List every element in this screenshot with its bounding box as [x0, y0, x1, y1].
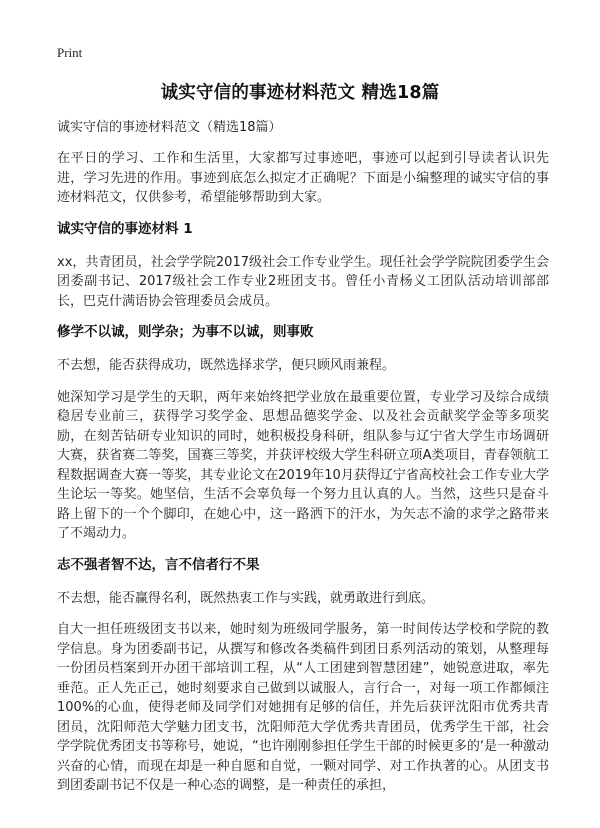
section-heading: 诚实守信的事迹材料 1 — [57, 220, 193, 237]
article-subtitle: 诚实守信的事迹材料范文（精选18篇） — [57, 120, 282, 135]
subsection-heading-study: 修学不以诚，则学杂；为事不以诚，则事败 — [57, 324, 314, 340]
article-body — [57, 119, 549, 808]
subsection-heading-work: 志不强者智不达，言不信者行不果 — [57, 556, 260, 573]
work-lead-paragraph: 不去想，能否赢得名利，既然热衷工作与实践，就勇敢进行到底。 — [57, 590, 435, 606]
bio-paragraph: xx，共青团员，社会学学院2017级社会工作专业学生。现任社会学学院院团委学生会团委副书记、2017级社会工作专业2班团支书。曾任小青杨义工团队活动培训部部长，巴克什满语协会管理委员会成员。 — [57, 254, 549, 309]
work-body-paragraph: 自大一担任班级团支书以来，她时刻为班级同学服务，第一时间传达学校和学院的教学信息。身为团委副书记，从撰写和修改各类稿件到团日系列活动的策划，从整理每一份团员档案到开办团干部培训工程，从“人工团建到智慧团建”，她锐意进取，率先垂范。正人先正己，她时刻要求自己做到以诚服人，言行合一，对每一项工作都倾注100%的心血，使得老师及同学们对她拥有足够的信任，并先后获评沈阳市优秀共青团员，沈阳师范大学魅力团支书，沈阳师范大学优秀共青团员，优秀学生干部，社会学学院优秀团支书等称号，她说，“也许刚刚参担任学生干部的时候更多的‘是一种激动兴奋的心情，而现在却是一种自愿和自觉，一颗对同学、对工作执著的心。从团支书到团委副书记不仅是一种心态的调整，是一种责任的承担， — [57, 622, 549, 793]
print-link[interactable]: Print — [57, 45, 83, 60]
study-lead-paragraph: 不去想，能否获得成功，既然选择求学，便只顾风雨兼程。 — [57, 358, 396, 373]
study-body-paragraph: 她深知学习是学生的天职，两年来始终把学业放在最重要位置，专业学习及综合成绩稳居专业前三，获得学习奖学金、思想品德奖学金、以及社会贡献奖学金等多项奖励，在刻苦钻研专业知识的同时，她积极投身科研，组队参与辽宁省大学生市场调研大赛，获省赛二等奖，国赛三等奖，并获评校级大学生科研立项A类项目，青春领航工程数据调查大赛一等奖，其专业论文在2019年10月获得辽宁省高校社会工作专业大学生论坛一等奖。她坚信，生活不会辜负每一个努力且认真的人。当然，这些只是奋斗路上留下的一个个脚印，在她心中，这一路洒下的汗水，为矢志不渝的求学之路带来了不竭动力。 — [57, 389, 549, 541]
intro-paragraph: 在平日的学习、工作和生活里，大家都写过事迹吧，事迹可以起到引导读者认识先进，学习先进的作用。事迹到底怎么拟定才正确呢？下面是小编整理的诚实守信的事迹材料范文，仅供参考，希望能够帮助到大家。 — [57, 151, 549, 205]
page-title: 诚实守信的事迹材料范文 精选18篇 — [160, 83, 440, 103]
